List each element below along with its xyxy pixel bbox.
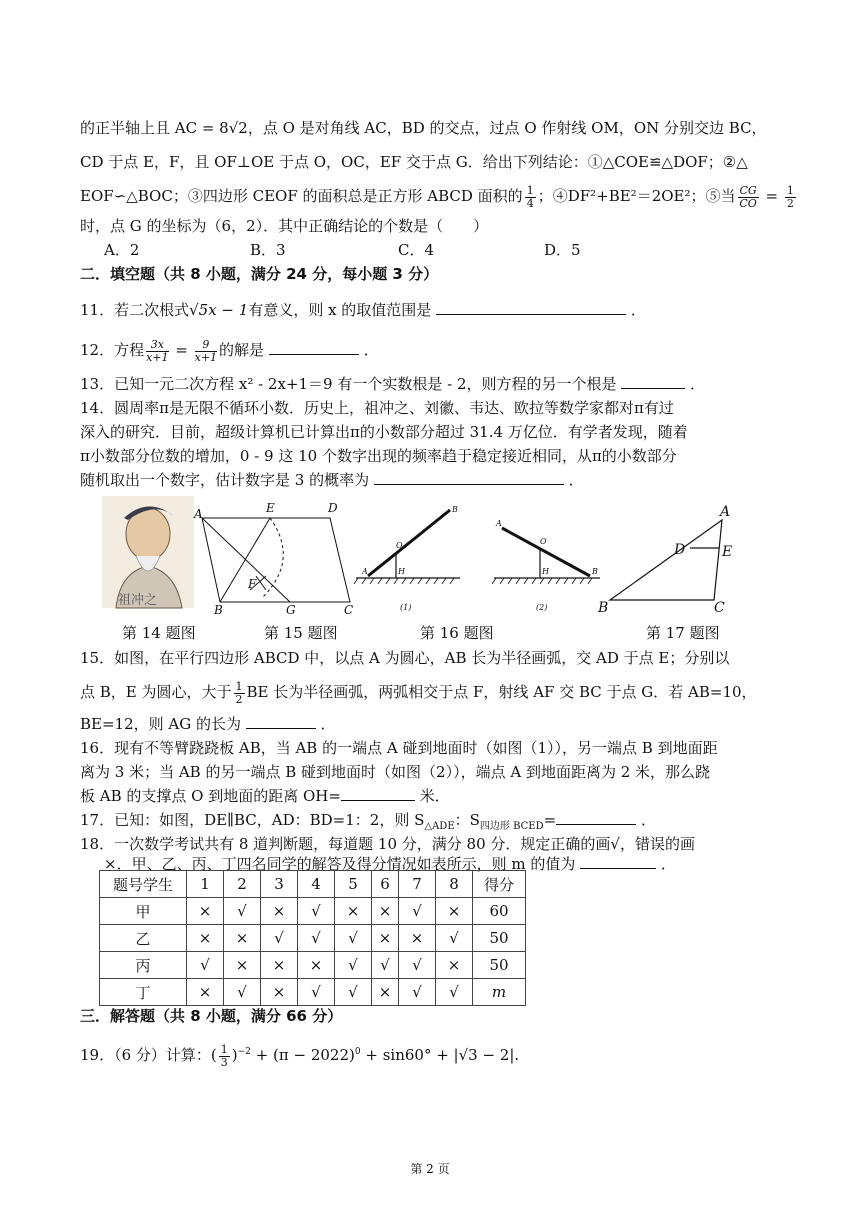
q14-line2: 深入的研究．目前，超级计算机已计算出π的小数部分超过 31.4 万亿位．有学者发现，随着	[80, 423, 688, 441]
answer-blank-13	[621, 372, 685, 389]
q15-line3: BE=12，则 AG 的长为 ．	[80, 712, 784, 736]
fig16-2-label-b: B	[592, 567, 598, 576]
fig16-1-caption: (1)	[400, 603, 412, 612]
table-cell: ×	[372, 898, 399, 925]
table-row	[100, 898, 526, 925]
table-cell: √	[436, 979, 473, 1006]
table-cell: ×	[298, 952, 335, 979]
q14-line3: π小数部分位数的增加，0 - 9 这 10 个数字出现的频率趋于稳定接近相同，从π的小数部分	[80, 447, 677, 465]
fraction-9: $\frac{9}{x+1}$	[194, 337, 218, 364]
radical-expression: √5x − 1	[189, 301, 249, 319]
caption-fig16: 第 16 题图	[420, 624, 494, 642]
table-header-cell: 5	[335, 871, 372, 898]
table-cell: ×	[187, 925, 224, 952]
table-cell: ×	[224, 952, 261, 979]
answer-blank-15	[246, 712, 316, 729]
fig17-label-a: A	[720, 504, 731, 520]
q14-line4: 随机取出一个数字，估计数字是 3 的概率为 ．	[80, 468, 784, 492]
zu-chongzhi-portrait	[102, 496, 194, 608]
table-cell: √	[224, 979, 261, 1006]
table-cell: ×	[399, 925, 436, 952]
q16-line2: 离为 3 米；当 AB 的另一端点 B 碰到地面时（如图（2）），端点 A 到地面距离为 2 米，那么跷	[80, 763, 711, 781]
q18-line2: ×．甲、乙、丙、丁四名同学的解答及得分情况如表所示，则 m 的值为 ．	[104, 852, 808, 876]
caption-fig14: 第 14 题图	[122, 624, 196, 642]
table-cell: 50	[473, 952, 526, 979]
table-header-row	[100, 871, 526, 898]
table-cell: √	[399, 898, 436, 925]
table-cell: ×	[261, 979, 298, 1006]
table-header-cell: 7	[399, 871, 436, 898]
table-cell: √	[335, 952, 372, 979]
fig16-2-label-h: H	[542, 567, 549, 576]
table-header-cell: 得分	[473, 871, 526, 898]
table-header-cell: 1	[187, 871, 224, 898]
table-cell: ×	[372, 925, 399, 952]
table-cell: √	[399, 952, 436, 979]
fig17-label-d: D	[674, 542, 686, 558]
fig16-2-label-a: A	[496, 519, 502, 528]
fraction-third: $\frac{1}{3}$	[220, 1042, 228, 1069]
answer-table	[99, 870, 526, 1006]
table-cell: ×	[261, 952, 298, 979]
answer-blank-17	[556, 808, 636, 825]
option-d: D．5	[544, 241, 581, 259]
fraction-half: $\frac{1}{2}$	[786, 183, 794, 210]
fig15-label-g: G	[286, 603, 296, 617]
fraction-half-q15: $\frac{1}{2}$	[235, 679, 243, 706]
table-header-cell: 题号学生	[100, 871, 187, 898]
fig16-1-label-h: H	[398, 567, 405, 576]
q10-line1: 的正半轴上且 AC = 8√2，点 O 是对角线 AC，BD 的交点，过点 O 作射线 OM，ON 分别交边 BC，	[80, 119, 767, 137]
fig16-1-label-a: A	[362, 567, 368, 576]
table-header-cell: 3	[261, 871, 298, 898]
table-cell: ×	[372, 979, 399, 1006]
table-cell: ×	[187, 979, 224, 1006]
answer-blank-11	[436, 298, 626, 315]
option-c: C．4	[398, 241, 435, 259]
table-cell: 50	[473, 925, 526, 952]
fig16-2-label-o: O	[540, 537, 547, 546]
table-row	[100, 952, 526, 979]
table-cell: 甲	[100, 898, 187, 925]
table-cell: √	[399, 979, 436, 1006]
fig15-label-c: C	[344, 603, 354, 617]
section-3-heading: 三．解答题（共 8 小题，满分 66 分）	[80, 1007, 343, 1025]
caption-fig15: 第 15 题图	[264, 624, 338, 642]
fig15-label-d: D	[328, 501, 338, 515]
fig17-label-c: C	[714, 600, 725, 616]
figure-17	[610, 520, 722, 600]
page-number: 第 2 页	[410, 1162, 450, 1176]
table-cell: ×	[261, 898, 298, 925]
fraction-quarter: $\frac{1}{4}$	[526, 183, 534, 210]
q10-line3b: ；④DF²+BE²＝2OE²；⑤当	[537, 187, 736, 205]
table-header-cell: 4	[298, 871, 335, 898]
table-cell: ×	[335, 898, 372, 925]
fig15-label-f: F	[248, 577, 257, 591]
fraction-3x: $\frac{3x}{x+1}$	[146, 337, 169, 364]
table-cell: √	[224, 898, 261, 925]
portrait-label: 祖冲之	[118, 593, 158, 608]
table-cell: 乙	[100, 925, 187, 952]
q16-line3: 板 AB 的支撑点 O 到地面的距离 OH= 米．	[80, 784, 784, 808]
fig17-label-e: E	[722, 544, 733, 560]
section-2-heading: 二．填空题（共 8 小题，满分 24 分，每小题 3 分）	[80, 265, 439, 283]
figure-16-1	[354, 510, 460, 584]
question-19: 19．（6 分）计算：( $\frac{1}{3}$ )$^{-2} + (\pi - 2022)^0 + \sin 60^\circ + |√3 - 2|$.	[80, 1042, 520, 1069]
table-cell: ×	[187, 898, 224, 925]
table-cell: √	[335, 979, 372, 1006]
table-cell: ×	[436, 898, 473, 925]
q15-line1: 15．如图，在平行四边形 ABCD 中，以点 A 为圆心，AB 长为半径画弧，交 AD 于点 E；分别以	[80, 649, 730, 667]
figure-15	[202, 518, 350, 602]
table-cell: 丙	[100, 952, 187, 979]
fig15-label-b: B	[214, 603, 223, 617]
fig16-2-caption: (2)	[536, 603, 548, 612]
q14-line1: 14．圆周率π是无限不循环小数．历史上，祖冲之、刘徽、韦达、欧拉等数学家都对π有过	[80, 399, 674, 417]
question-11: 11．若二次根式√5x − 1有意义，则 x 的取值范围是 ．	[80, 298, 784, 322]
q18-line1: 18．一次数学考试共有 8 道判断题，每道题 10 分，满分 80 分．规定正确的画√，错误的画	[80, 835, 695, 853]
table-cell: √	[187, 952, 224, 979]
caption-fig17: 第 17 题图	[646, 624, 720, 642]
q10-line3: EOF∽△BOC；③四边形 CEOF 的面积总是正方形 ABCD 面积的 $\frac{1}{4}$ ；④DF²+BE²＝2OE²；⑤当 $\frac{CG}{CO}$ = $\frac{1}{2}$	[80, 183, 794, 210]
table-cell: √	[298, 898, 335, 925]
option-b: B．3	[250, 241, 286, 259]
question-13: 13．已知一元二次方程 x² - 2x+1＝9 有一个实数根是 - 2，则方程的另一个根是 ．	[80, 372, 784, 396]
option-a: A．2	[104, 241, 140, 259]
table-cell: √	[436, 925, 473, 952]
table-cell: ×	[224, 925, 261, 952]
question-17: 17．已知：如图，DE∥BC，AD：BD=1：2，则 $S_{\triangle ADE}$：$S_{四边形 BCED}=$ ．	[80, 808, 784, 839]
answer-blank-12	[269, 338, 359, 355]
question-12: 12．方程 $\frac{3x}{x+1}$ = $\frac{9}{x+1}$ 的解是 ．	[80, 337, 379, 364]
table-header-cell: 6	[372, 871, 399, 898]
fig15-label-e: E	[266, 501, 275, 515]
fraction-cg-co: $\frac{CG}{CO}$	[739, 183, 757, 210]
table-cell: √	[335, 925, 372, 952]
table-cell: ×	[436, 952, 473, 979]
figures-row	[0, 490, 860, 620]
answer-blank-18	[580, 852, 656, 869]
table-row	[100, 925, 526, 952]
answer-blank-16	[341, 784, 415, 801]
table-cell: m	[473, 979, 526, 1006]
q10-line2: CD 于点 E，F，且 OF⊥OE 于点 O，OC，EF 交于点 G．给出下列结论：①△COE≌△DOF；②△	[80, 153, 748, 171]
fig17-label-b: B	[598, 600, 609, 616]
table-header-cell: 8	[436, 871, 473, 898]
q16-line1: 16．现有不等臂跷跷板 AB，当 AB 的一端点 A 碰到地面时（如图（1）），另一端点 B 到地面距	[80, 739, 718, 757]
q10-line4: 时，点 G 的坐标为（6，2）．其中正确结论的个数是（ ）	[80, 217, 489, 235]
q15-line2: 点 B，E 为圆心，大于 $\frac{1}{2}$ BE 长为半径画弧，两弧相交于点 F，射线 AF 交 BC 于点 G．若 AB=10，	[80, 679, 757, 706]
fig16-1-label-b: B	[452, 505, 458, 514]
table-cell: 60	[473, 898, 526, 925]
table-cell: √	[261, 925, 298, 952]
table-cell: 丁	[100, 979, 187, 1006]
table-cell: √	[298, 979, 335, 1006]
fig15-label-a: A	[194, 507, 203, 521]
answer-blank-14	[374, 468, 564, 485]
q10-line3a: EOF∽△BOC；③四边形 CEOF 的面积总是正方形 ABCD 面积的	[80, 187, 523, 205]
table-header-cell: 2	[224, 871, 261, 898]
fig16-1-label-o: O	[396, 541, 403, 550]
table-row	[100, 979, 526, 1006]
table-cell: √	[298, 925, 335, 952]
table-cell: √	[372, 952, 399, 979]
